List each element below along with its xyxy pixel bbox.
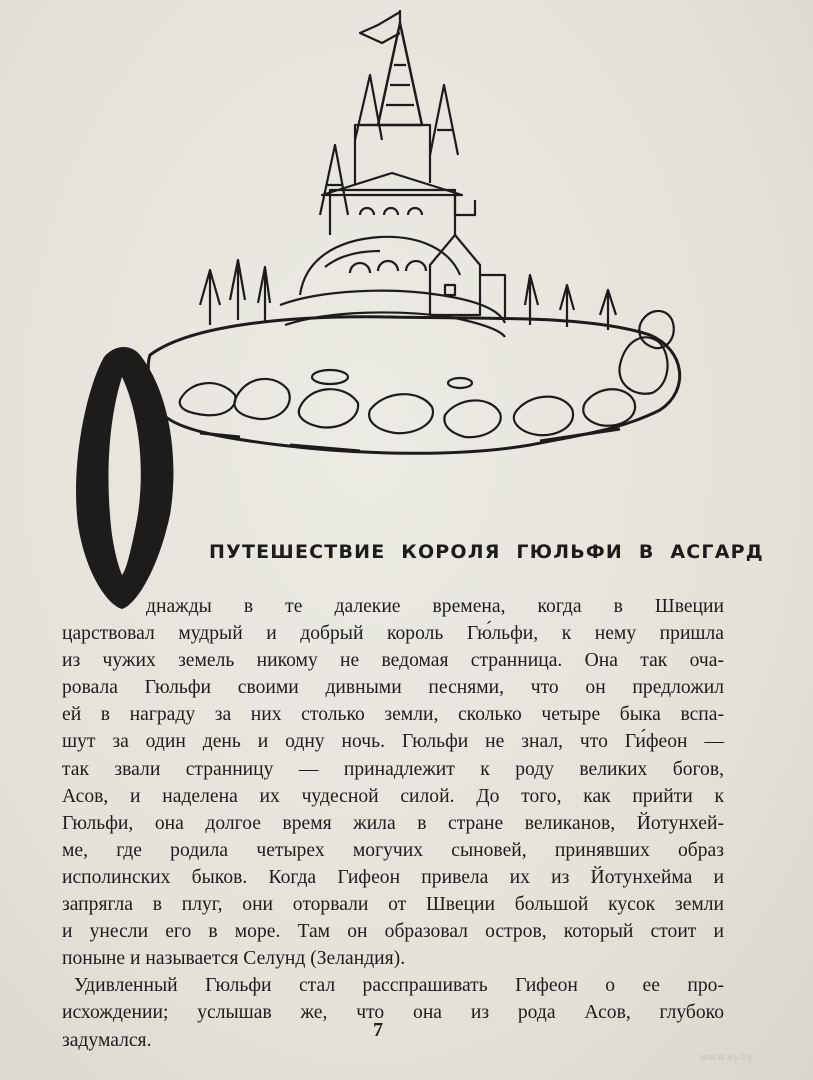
text-line: ме, где родила четырех могучих сыновей, принявших образ <box>62 839 724 861</box>
text-line: исхождении; услышав же, что она из рода Асов, глубоко <box>62 1002 724 1024</box>
page-number: 7 <box>373 1019 383 1041</box>
body-text <box>62 593 724 1054</box>
text-line: царствовал мудрый и добрый король Гю́льфи, к нему пришла <box>62 623 724 645</box>
text-line: Удивленный Гюльфи стал расспрашивать Гифеон о ее про- <box>74 975 724 997</box>
chapter-title: ПУТЕШЕСТВИЕ КОРОЛЯ ГЮЛЬФИ В АСГАРД <box>209 541 764 563</box>
text-line: задумался. <box>62 1029 152 1051</box>
text-line: шут за один день и одну ночь. Гюльфи не знал, что Ги́феон — <box>62 731 724 753</box>
watermark: www.ay.by <box>700 1052 753 1063</box>
text-line: так звали странницу — принадлежит к роду великих богов, <box>62 758 724 780</box>
drop-cap <box>76 347 173 609</box>
text-line: Гюльфи, она долгое время жила в стране великанов, Йотунхей- <box>62 812 724 834</box>
text-line: Асов, и наделена их чудесной силой. До того, как прийти к <box>62 785 724 807</box>
text-line: днажды в те далекие времена, когда в Швеции <box>146 596 724 617</box>
text-line: ей в награду за них столько земли, сколько четыре быка вспа- <box>62 704 724 726</box>
text-line: из чужих земель никому не ведомая странница. Она так оча- <box>62 650 724 672</box>
text-line: поныне и называется Селунд (Зеландия). <box>62 948 406 970</box>
text-line: исполинских быков. Когда Гифеон привела их из Йотунхейма и <box>62 866 724 888</box>
text-line: запрягла в плуг, они оторвали от Швеции большой кусок земли <box>62 894 724 916</box>
text-line: и унесли его в море. Там он образовал остров, который стоит и <box>62 921 724 943</box>
text-line: ровала Гюльфи своими дивными песнями, что он предложил <box>62 677 724 699</box>
castle-illustration <box>60 5 764 625</box>
